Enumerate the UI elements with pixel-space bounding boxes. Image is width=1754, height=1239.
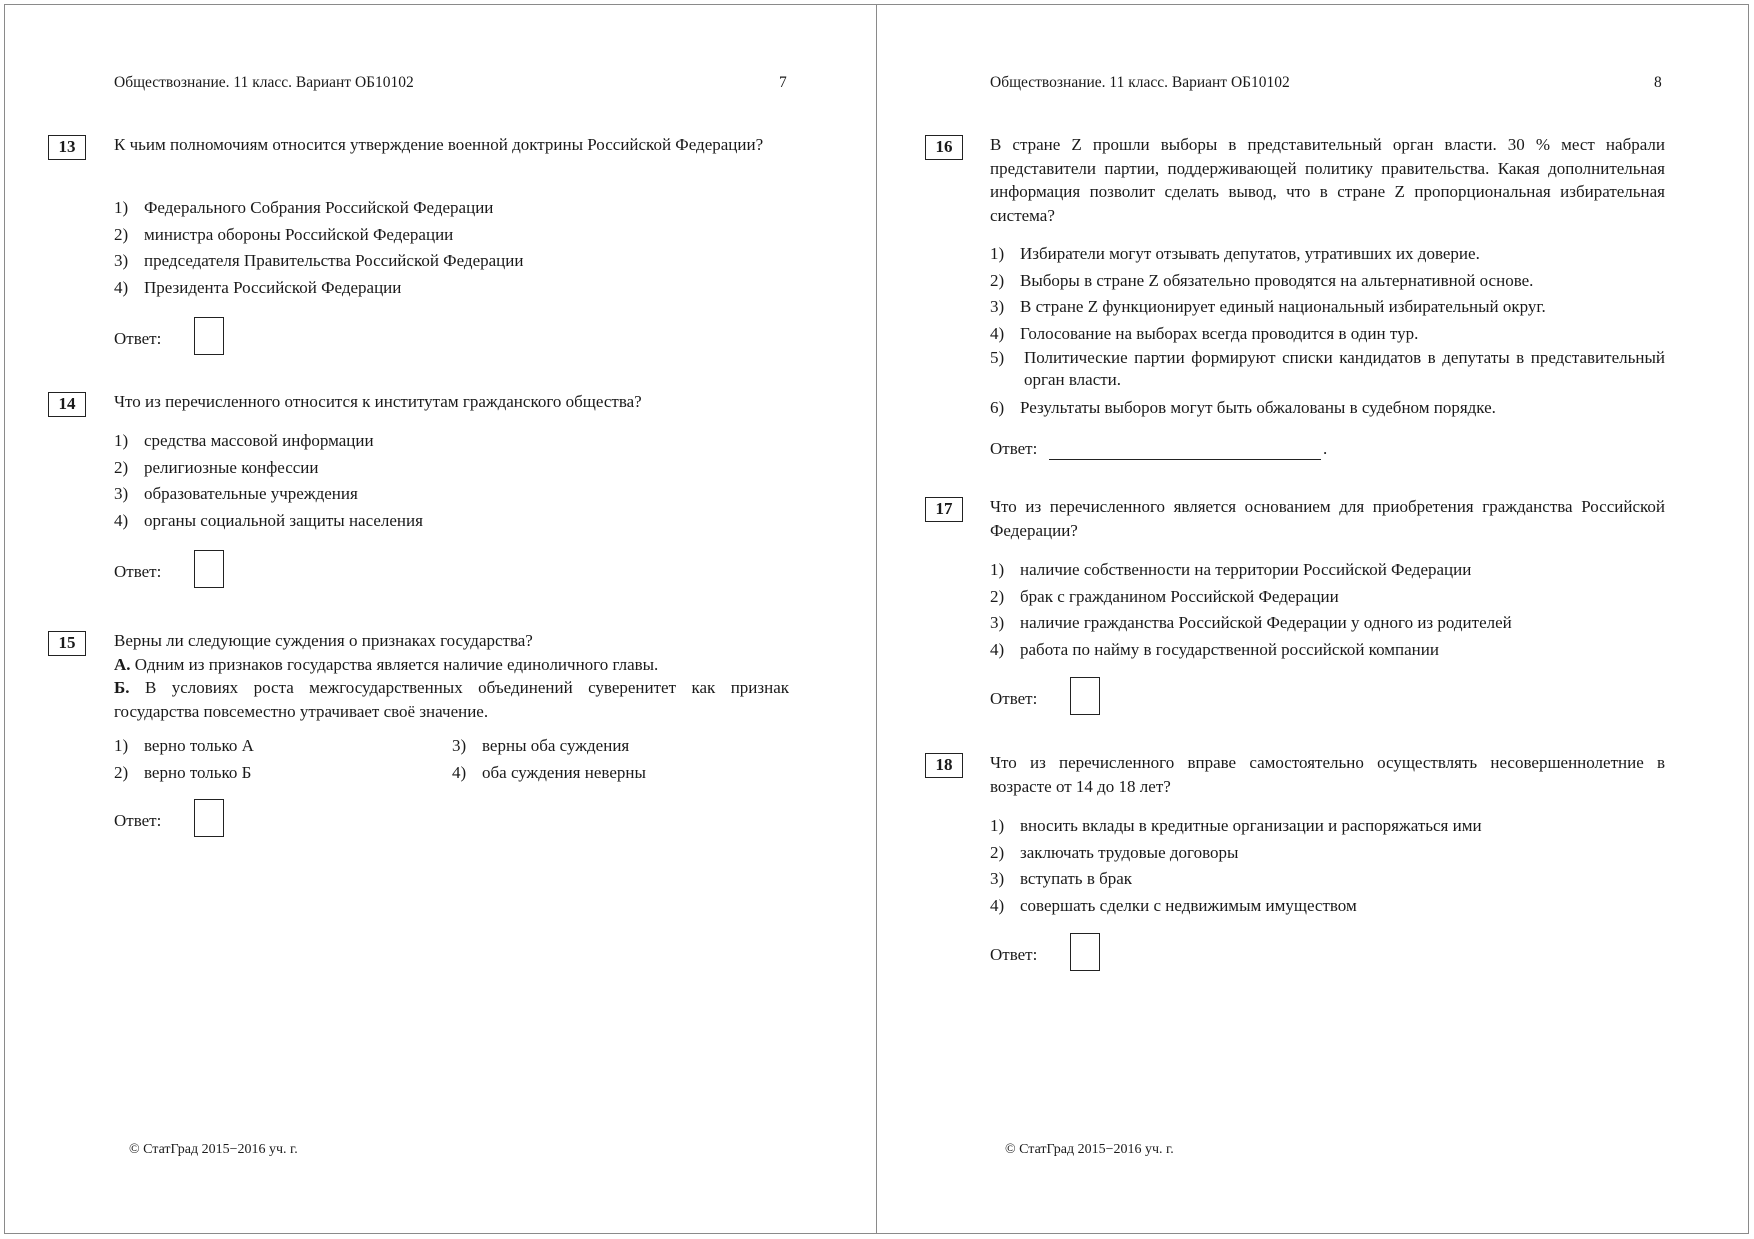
question-number: 13 — [48, 135, 86, 160]
option: 3) В стране Z функционирует единый национальный избирательный округ. — [990, 297, 1546, 316]
option: 3) председателя Правительства Российской Федерации — [114, 251, 524, 270]
option: 6) Результаты выборов могут быть обжалованы в судебном порядке. — [990, 398, 1496, 417]
answer-label: Ответ: — [990, 689, 1038, 708]
option: 4) оба суждения неверны — [452, 762, 646, 782]
answer-box[interactable] — [1070, 677, 1100, 715]
option: 1) Избиратели могут отзывать депутатов, утративших их доверие. — [990, 244, 1480, 263]
option: 3) образовательные учреждения — [114, 484, 358, 503]
option: 2) заключать трудовые договоры — [990, 842, 1239, 862]
option: 4) работа по найму в государственной российской компании — [990, 639, 1439, 659]
option: 4) совершать сделки с недвижимым имуществом — [990, 895, 1357, 915]
page-header: Обществознание. 11 класс. Вариант ОБ10102 — [114, 74, 414, 91]
option: 4) органы социальной защиты населения — [114, 510, 423, 530]
option: 1) средства массовой информации — [114, 431, 374, 450]
page-left — [4, 4, 877, 1234]
option-list — [990, 557, 1680, 663]
option: 2) Выборы в стране Z обязательно проводятся на альтернативной основе. — [990, 270, 1534, 290]
question-stem: Верны ли следующие суждения о признаках государства? — [114, 631, 533, 650]
page-right — [876, 4, 1749, 1234]
question-text: В стране Z прошли выборы в представительный орган власти. 30 % мест набрали представители партии, поддерживающей политику правительства. Какая дополнительная информация позволит сделать вывод, что в стране Z пропорциональная избирательная система? — [990, 135, 1665, 225]
question-number: 16 — [925, 135, 963, 160]
answer-label: Ответ: — [114, 329, 162, 348]
option: 1) Федерального Собрания Российской Федерации — [114, 198, 494, 217]
answer-line[interactable] — [1049, 439, 1321, 460]
question-number: 15 — [48, 631, 86, 656]
question-text: Что из перечисленного относится к институтам гражданского общества? — [114, 392, 642, 411]
question-text: К чьим полномочиям относится утверждение военной доктрины Российской Федерации? — [114, 135, 764, 154]
option: 3) верны оба суждения — [452, 736, 630, 755]
answer-box[interactable] — [194, 317, 224, 355]
page-number: 7 — [779, 74, 787, 91]
option-row — [114, 733, 804, 760]
option: 1) наличие собственности на территории Российской Федерации — [990, 560, 1472, 579]
option: 2) религиозные конфессии — [114, 457, 319, 477]
answer-box[interactable] — [1070, 933, 1100, 971]
option: 5) Политические партии формируют списки кандидатов в депутаты в представительный орган власти. — [990, 348, 1665, 389]
answer-period: . — [1323, 439, 1328, 458]
statement-b: Б. В условиях роста межгосударственных объединений суверенитет как признак государства повсеместно утрачивает своё значение. — [114, 678, 790, 721]
option-list — [114, 733, 804, 786]
answer-label: Ответ: — [114, 562, 162, 581]
option: 2) министра обороны Российской Федерации — [114, 224, 454, 244]
option-list — [990, 241, 1665, 422]
answer-box[interactable] — [194, 550, 224, 588]
question-number: 18 — [925, 753, 963, 778]
question-text: Что из перечисленного вправе самостоятельно осуществлять несовершеннолетние в возрасте от 14 до 18 лет? — [990, 753, 1665, 796]
question-text — [114, 629, 789, 723]
option-list — [114, 428, 804, 534]
option: 3) наличие гражданства Российской Федерации у одного из родителей — [990, 613, 1512, 632]
page-footer: © СтатГрад 2015−2016 уч. г. — [1005, 1142, 1174, 1157]
page-footer: © СтатГрад 2015−2016 уч. г. — [129, 1142, 298, 1157]
option-row — [114, 760, 804, 787]
option: 4) Президента Российской Федерации — [114, 277, 402, 297]
answer-label: Ответ: — [990, 439, 1038, 458]
question-number: 14 — [48, 392, 86, 417]
page-header: Обществознание. 11 класс. Вариант ОБ10102 — [990, 74, 1290, 91]
option: 2) брак с гражданином Российской Федерации — [990, 586, 1339, 606]
question-text: Что из перечисленного является основанием для приобретения гражданства Российской Федерации? — [990, 497, 1665, 540]
statement-a: А. Одним из признаков государства является наличие единоличного главы. — [114, 654, 659, 674]
answer-label: Ответ: — [114, 811, 162, 830]
answer-box[interactable] — [194, 799, 224, 837]
option: 1) вносить вклады в кредитные организации и распоряжаться ими — [990, 816, 1482, 835]
option-list — [990, 813, 1680, 919]
answer-label: Ответ: — [990, 945, 1038, 964]
option: 1) верно только А — [114, 736, 254, 755]
option: 3) вступать в брак — [990, 869, 1133, 888]
option: 4) Голосование на выборах всегда проводится в один тур. — [990, 323, 1419, 343]
option: 2) верно только Б — [114, 762, 252, 782]
question-number: 17 — [925, 497, 963, 522]
option-list — [114, 195, 804, 301]
page-number: 8 — [1654, 74, 1662, 91]
